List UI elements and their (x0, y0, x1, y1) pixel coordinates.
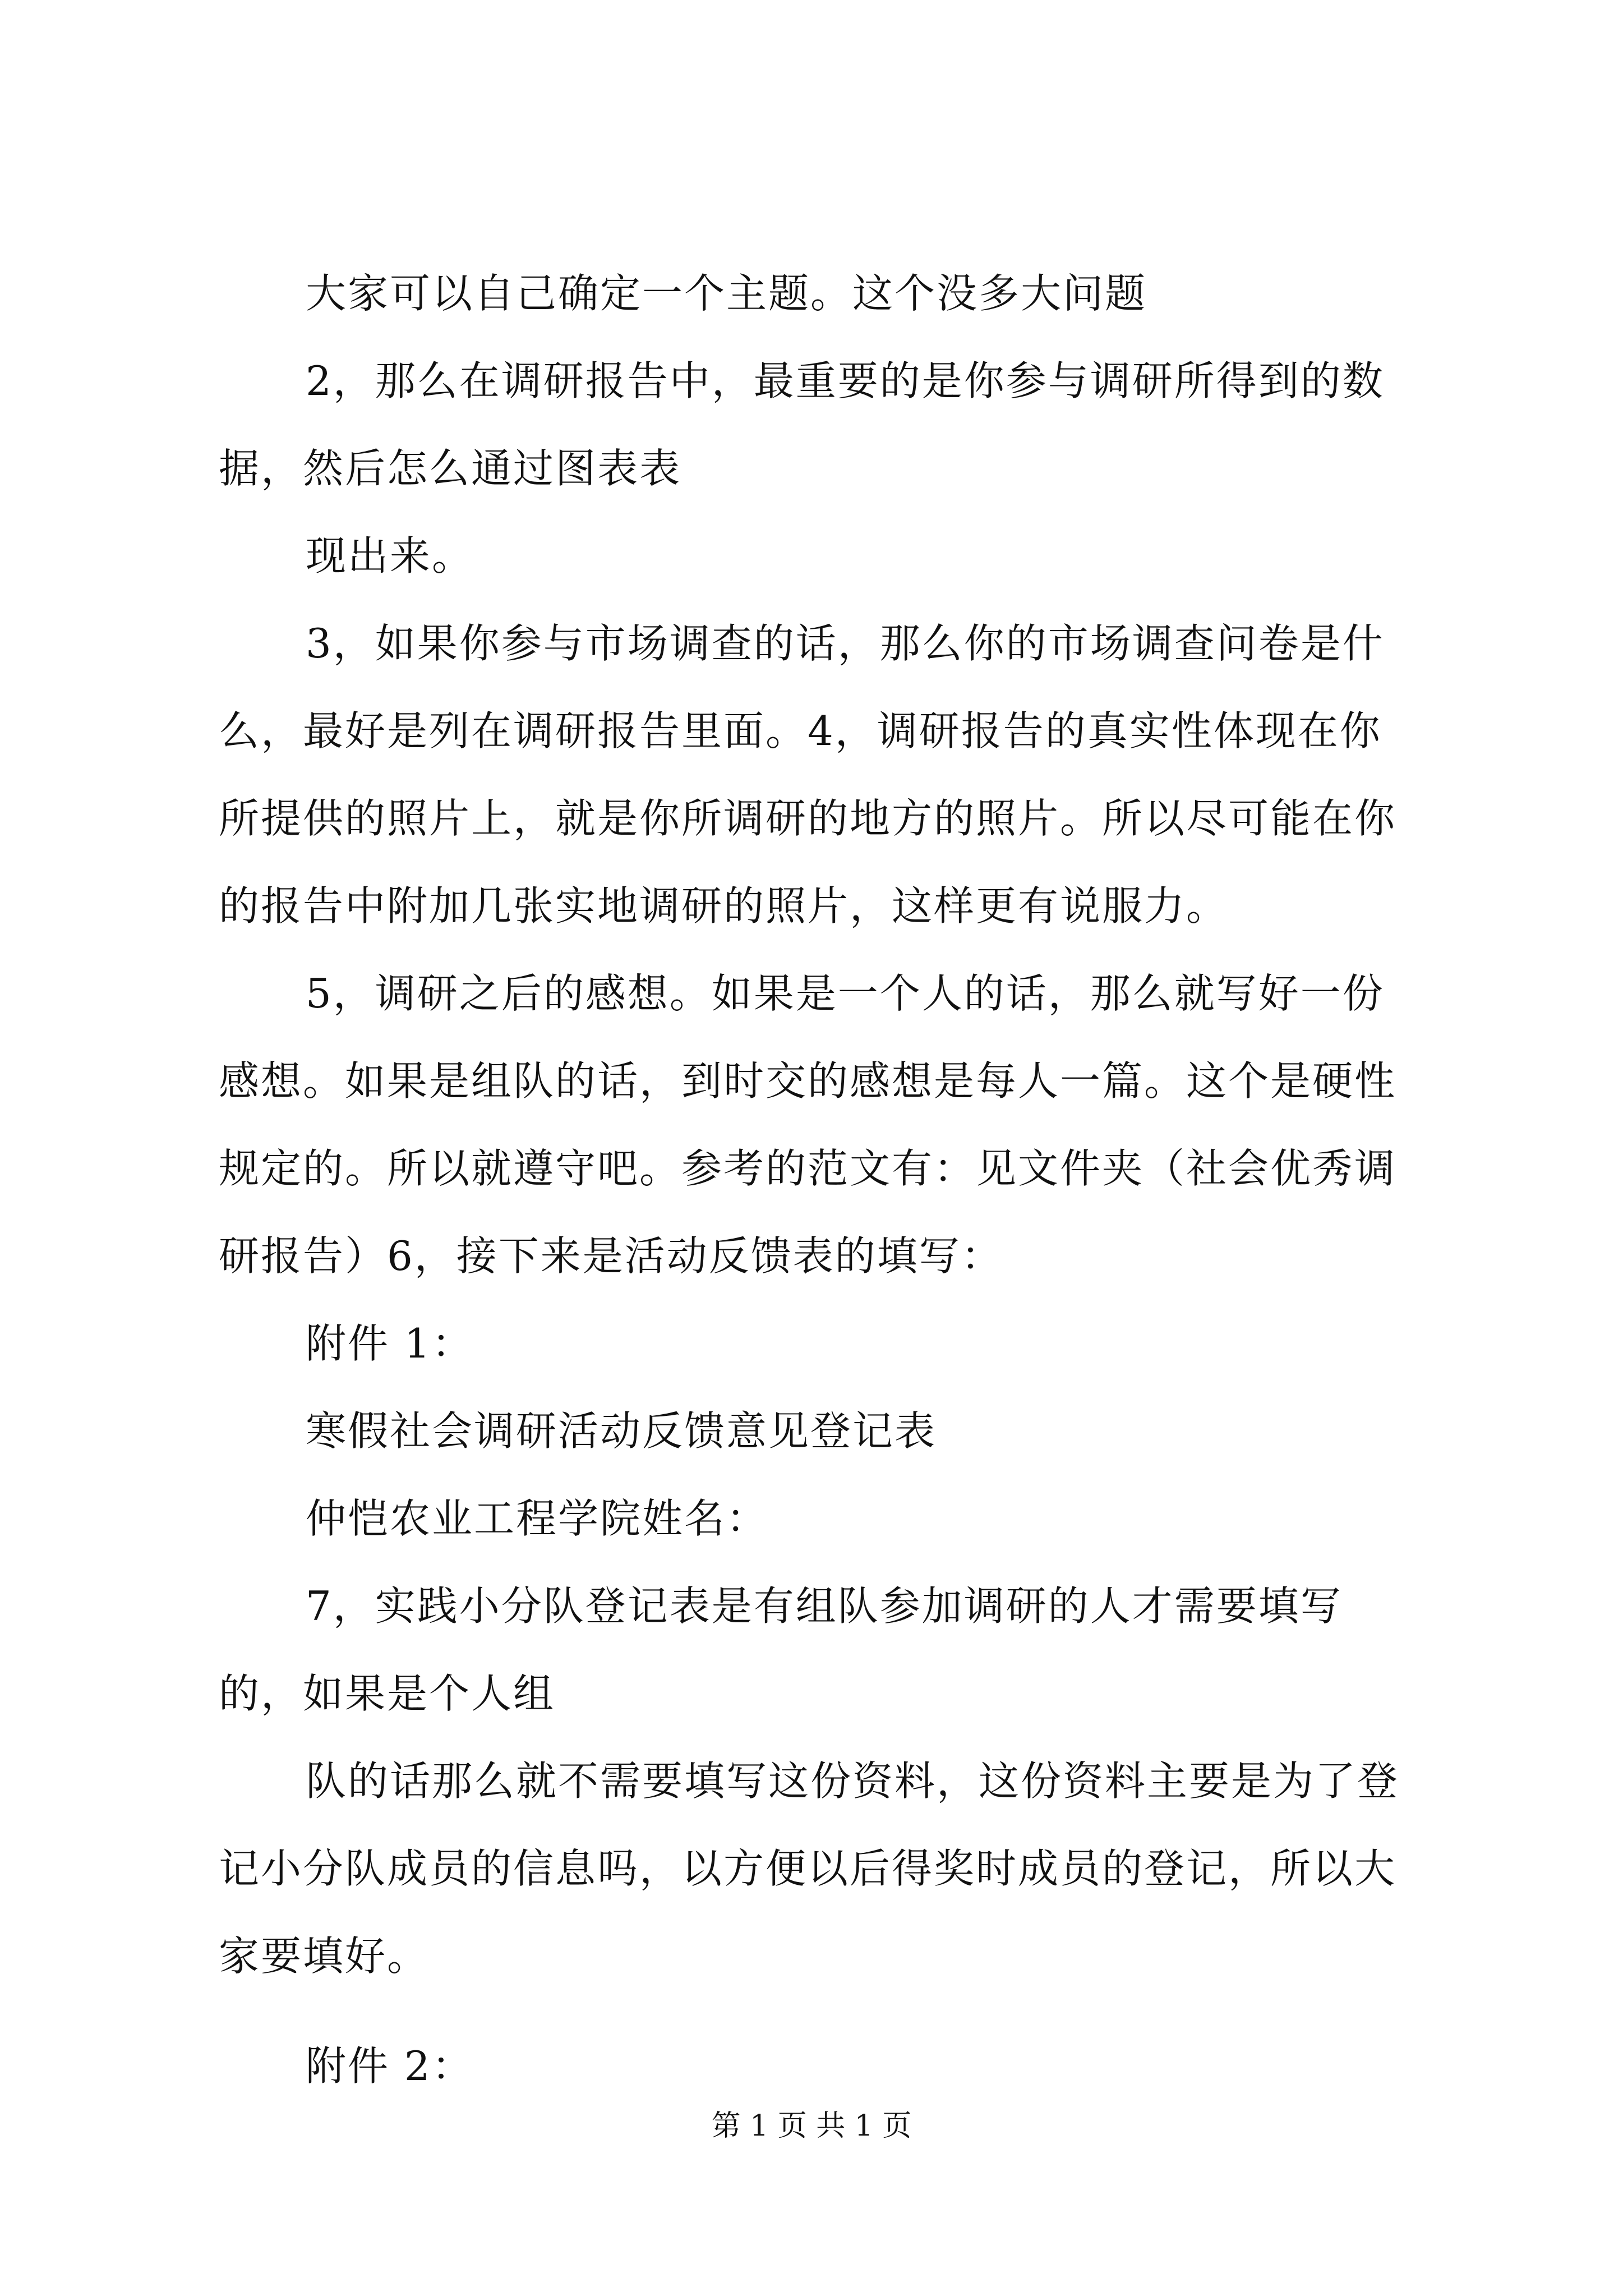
paragraph: 仲恺农业工程学院姓名： (306, 1495, 769, 1542)
paragraph: 队的话那么就不需要填写这份资料，这份资料主要是为了登记小分队成员的信息吗，以方便以后得奖时成员的登记，所以大家要填好。 (219, 1757, 1400, 1980)
paragraph: 现出来。 (306, 532, 474, 579)
document-body (219, 250, 1419, 2110)
paragraph: 寒假社会调研活动反馈意见登记表 (306, 1407, 937, 1455)
page-footer: 第 1 页 共 1 页 (711, 2109, 912, 2143)
paragraph: 7，实践小分队登记表是有组队参加调研的人才需要填写的，如果是个人组 (219, 1582, 1343, 1717)
paragraph: 3，如果你参与市场调查的话，那么你的市场调查问卷是什么，最好是列在调研报告里面。4，调研报告的真实性体现在你所提供的照片上，就是你所调研的地方的照片。所以尽可能在你的报告中附加几张实地调研的照片，这样更有说服力。 (219, 620, 1397, 930)
paragraph: 5，调研之后的感想。如果是一个人的话，那么就写好一份感想。如果是组队的话，到时交的感想是每人一篇。这个是硬性规定的。所以就遵守吧。参考的范文有：见文件夹（社会优秀调研报告）6，接下来是活动反馈表的填写： (219, 970, 1397, 1280)
paragraph: 大家可以自己确定一个主题。这个没多大问题 (306, 270, 1147, 317)
paragraph: 附件 2： (306, 2042, 474, 2090)
paragraph: 2，那么在调研报告中，最重要的是你参与调研所得到的数据，然后怎么通过图表表 (219, 357, 1385, 492)
paragraph: 附件 1： (306, 1320, 474, 1367)
